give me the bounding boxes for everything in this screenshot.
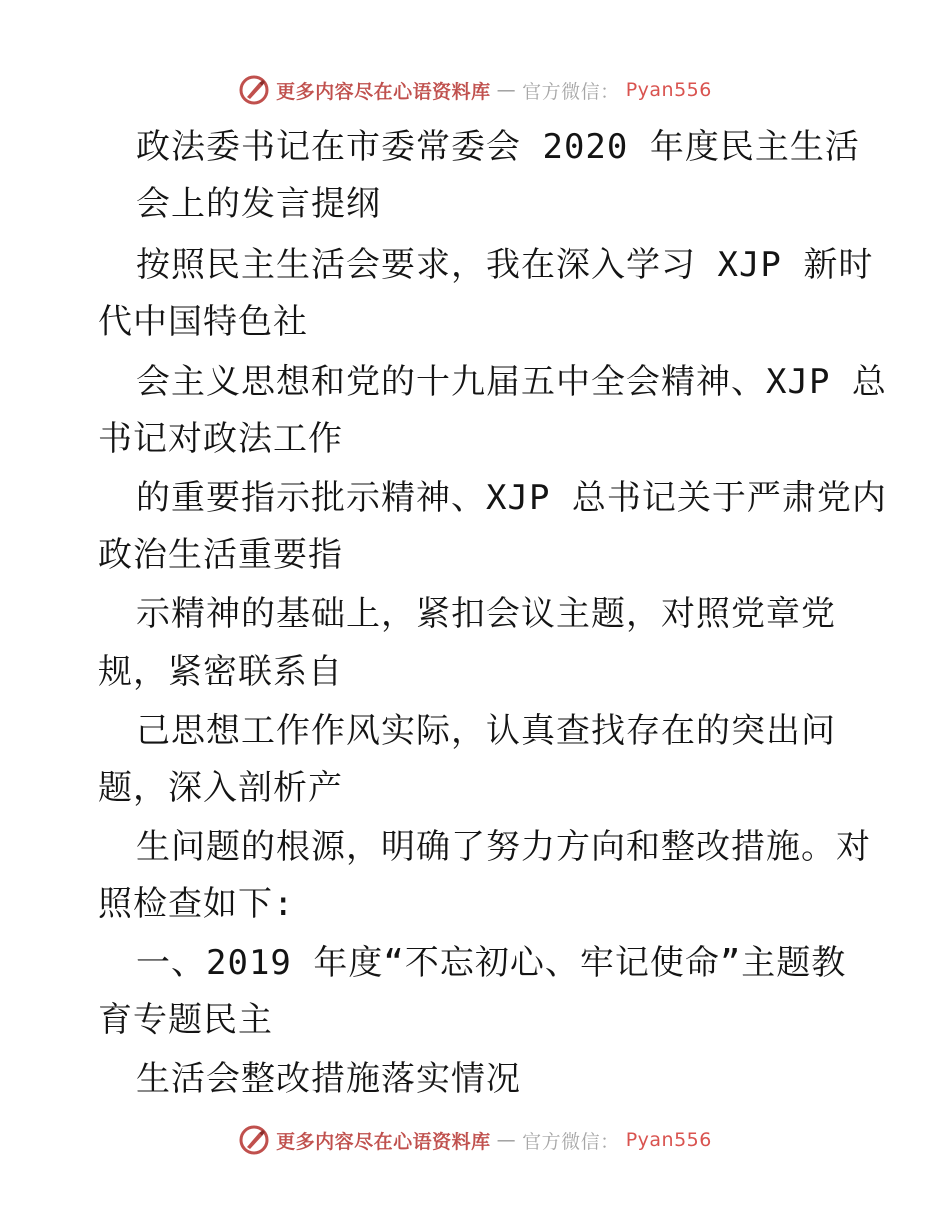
section-heading-line: 生活会整改措施落实情况 — [136, 1059, 521, 1099]
watermark-official: 官方微信： — [522, 80, 620, 103]
watermark-brand: 更多内容尽在心语资料库 — [276, 80, 491, 103]
paragraph-line: 政治生活重要指 — [98, 535, 343, 575]
paragraph-line: 照检查如下: — [98, 884, 295, 924]
watermark-dash: — — [496, 1129, 517, 1151]
watermark-official: 官方微信： — [522, 1130, 620, 1153]
watermark-account: Pyan556 — [625, 1129, 712, 1151]
paragraph-line: 的重要指示批示精神、XJP 总书记关于严肃党内 — [136, 478, 887, 518]
pen-logo-icon — [238, 74, 270, 106]
footer-watermark — [0, 1120, 950, 1160]
watermark-brand: 更多内容尽在心语资料库 — [276, 1130, 491, 1153]
section-heading-line: 育专题民主 — [98, 1000, 273, 1040]
document-title-line-2: 会上的发言提纲 — [136, 184, 381, 224]
pen-logo-icon — [238, 1124, 270, 1156]
paragraph-line: 书记对政法工作 — [98, 419, 343, 459]
paragraph-line: 示精神的基础上，紧扣会议主题，对照党章党 — [136, 594, 836, 634]
paragraph-line: 生问题的根源，明确了努力方向和整改措施。对 — [136, 827, 871, 867]
paragraph-line: 代中国特色社 — [98, 302, 308, 342]
paragraph-line: 会主义思想和党的十九届五中全会精神、XJP 总 — [136, 362, 887, 402]
paragraph-line: 题，深入剖析产 — [98, 768, 343, 808]
paragraph-line: 按照民主生活会要求，我在深入学习 XJP 新时 — [136, 245, 874, 285]
watermark-account: Pyan556 — [625, 79, 712, 101]
paragraph-line: 规，紧密联系自 — [98, 652, 343, 692]
paragraph-line: 己思想工作作风实际，认真查找存在的突出问 — [136, 711, 836, 751]
header-watermark — [0, 70, 950, 110]
document-title-line-1: 政法委书记在市委常委会 2020 年度民主生活 — [136, 127, 860, 167]
watermark-dash: — — [496, 79, 517, 101]
section-heading-line: 一、2019 年度“不忘初心、牢记使命”主题教 — [136, 943, 847, 983]
